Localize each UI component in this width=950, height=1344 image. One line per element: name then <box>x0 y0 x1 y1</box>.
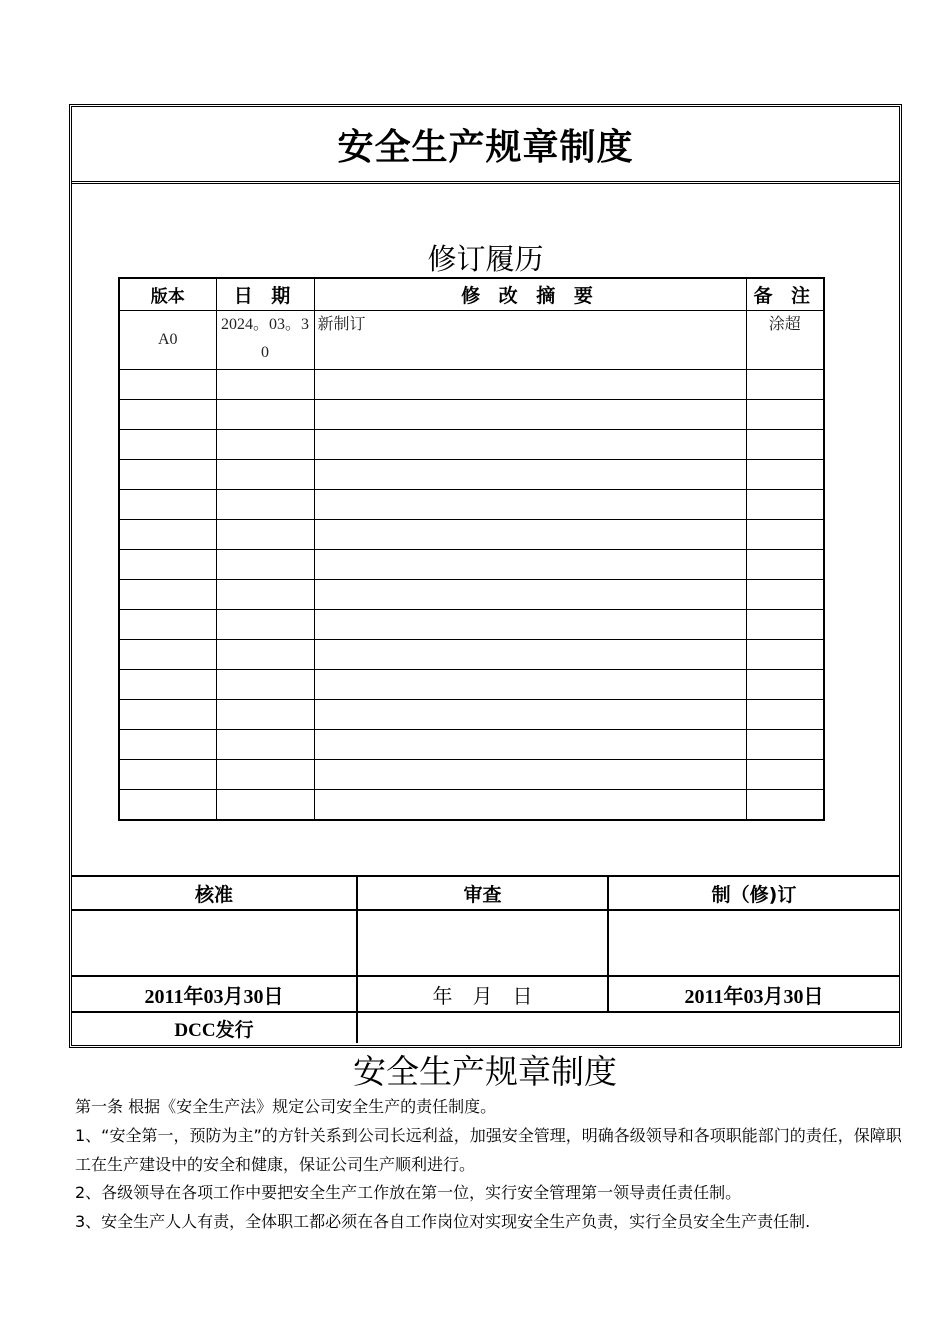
cell-summary <box>314 580 746 610</box>
table-row <box>119 490 824 520</box>
cell-version: A0 <box>119 311 216 370</box>
cell-summary <box>314 730 746 760</box>
table-row <box>119 700 824 730</box>
cell-note <box>746 400 824 430</box>
paragraph: 2、各级领导在各项工作中要把安全生产工作放在第一位，实行安全管理第一领导责任责任制。 <box>75 1183 742 1202</box>
cell-note <box>746 430 824 460</box>
cell-summary <box>314 760 746 790</box>
review-header: 审查 <box>357 876 608 910</box>
cell-date <box>216 700 314 730</box>
cell-note <box>746 640 824 670</box>
cell-note <box>746 460 824 490</box>
cell-version <box>119 580 216 610</box>
cell-note <box>746 670 824 700</box>
cell-date <box>216 430 314 460</box>
cell-note <box>746 760 824 790</box>
cell-date <box>216 580 314 610</box>
revision-title: 修订履历 <box>427 242 544 276</box>
cell-note <box>746 580 824 610</box>
table-row <box>119 520 824 550</box>
cover-frame <box>69 104 902 1048</box>
cell-summary <box>314 460 746 490</box>
cell-summary: 新制订 <box>314 311 746 370</box>
cell-date <box>216 370 314 400</box>
cell-date <box>216 640 314 670</box>
table-row <box>119 760 824 790</box>
cell-summary <box>314 550 746 580</box>
col-date: 日 期 <box>216 278 314 311</box>
cell-note <box>746 550 824 580</box>
cell-summary <box>314 700 746 730</box>
cell-version <box>119 400 216 430</box>
draft-date: 2011年03月30日 <box>608 976 899 1012</box>
cell-version <box>119 610 216 640</box>
revision-table <box>118 277 825 821</box>
cell-version <box>119 520 216 550</box>
cell-summary <box>314 640 746 670</box>
paragraph: 第一条 根据《安全生产法》规定公司安全生产的责任制度。 <box>75 1097 497 1116</box>
table-row <box>119 580 824 610</box>
cell-date: 2024。03。30 <box>216 311 314 370</box>
dcc-row <box>72 1012 899 1043</box>
cell-note <box>746 610 824 640</box>
dcc-label: DCC发行 <box>72 1012 357 1043</box>
cell-version <box>119 550 216 580</box>
cell-summary <box>314 610 746 640</box>
table-row <box>119 640 824 670</box>
cell-date <box>216 490 314 520</box>
cover-title: 安全生产规章制度 <box>337 126 634 168</box>
table-row <box>119 790 824 821</box>
cell-date <box>216 460 314 490</box>
paragraph: 3、安全生产人人有责，全体职工都必须在各自工作岗位对实现安全生产负责，实行全员安全生产责任制. <box>75 1212 811 1231</box>
cell-summary <box>314 400 746 430</box>
draft-signature <box>608 910 899 976</box>
signature-row <box>72 910 899 976</box>
cell-date <box>216 670 314 700</box>
cell-date <box>216 610 314 640</box>
cell-note <box>746 370 824 400</box>
date-row <box>72 976 899 1012</box>
table-row <box>119 550 824 580</box>
table-row <box>119 430 824 460</box>
table-row <box>119 730 824 760</box>
cell-note <box>746 490 824 520</box>
cell-version <box>119 370 216 400</box>
col-version: 版本 <box>119 278 216 311</box>
cell-summary <box>314 490 746 520</box>
revision-header-row <box>119 278 824 311</box>
cover-title-band <box>72 107 899 184</box>
cell-version <box>119 700 216 730</box>
table-row <box>119 400 824 430</box>
cell-date <box>216 550 314 580</box>
cell-note <box>746 790 824 821</box>
col-summary: 修 改 摘 要 <box>314 278 746 311</box>
cell-version <box>119 790 216 821</box>
table-row <box>119 460 824 490</box>
cell-date <box>216 730 314 760</box>
paragraph: 1、“安全第一，预防为主”的方针关系到公司长远利益，加强安全管理，明确各级领导和各项职能部门的责任，保障职工在生产建设中的安全和健康，保证公司生产顺利进行。 <box>75 1126 902 1174</box>
doc-title: 安全生产规章制度 <box>353 1052 617 1091</box>
cell-summary <box>314 790 746 821</box>
cell-summary <box>314 370 746 400</box>
approve-signature <box>72 910 357 976</box>
table-row <box>119 370 824 400</box>
cell-note <box>746 730 824 760</box>
approval-header-row <box>72 876 899 910</box>
cell-date <box>216 760 314 790</box>
cell-summary <box>314 520 746 550</box>
table-row <box>119 311 824 370</box>
review-signature <box>357 910 608 976</box>
cell-version <box>119 430 216 460</box>
dcc-value <box>357 1012 899 1043</box>
col-note: 备 注 <box>746 278 824 311</box>
approve-header: 核准 <box>72 876 357 910</box>
cell-version <box>119 760 216 790</box>
approval-table <box>72 875 899 1043</box>
cell-version <box>119 640 216 670</box>
cell-summary <box>314 430 746 460</box>
cell-summary <box>314 670 746 700</box>
cell-version <box>119 730 216 760</box>
cell-date <box>216 790 314 821</box>
cell-version <box>119 490 216 520</box>
cell-note <box>746 700 824 730</box>
review-date: 年 月 日 <box>357 976 608 1012</box>
cell-note: 涂超 <box>746 311 824 370</box>
cell-version <box>119 670 216 700</box>
table-row <box>119 670 824 700</box>
cell-date <box>216 520 314 550</box>
table-row <box>119 610 824 640</box>
approve-date: 2011年03月30日 <box>72 976 357 1012</box>
draft-header: 制（修)订 <box>608 876 899 910</box>
cell-version <box>119 460 216 490</box>
cell-note <box>746 520 824 550</box>
cell-date <box>216 400 314 430</box>
